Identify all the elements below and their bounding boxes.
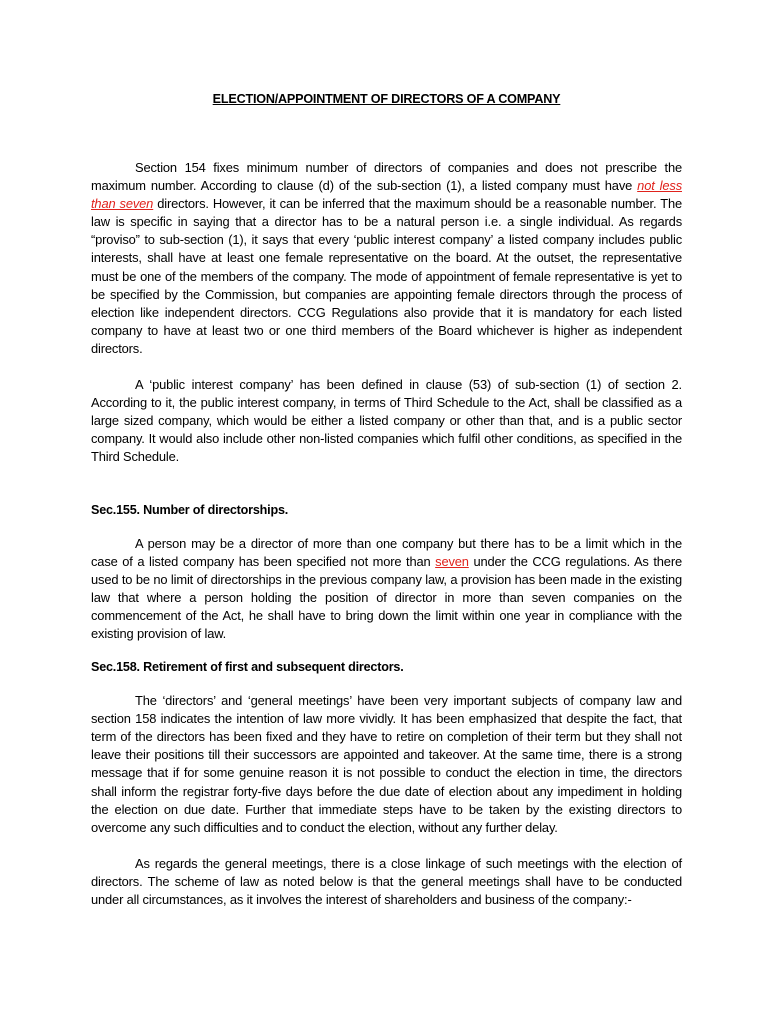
paragraph-text: A person may be a director of more than one company but there has to be a limit which in the case of a listed company has been specified not more than xyxy=(91,535,682,569)
section-154-paragraph xyxy=(91,159,682,358)
public-interest-company-paragraph: A ‘public interest company’ has been defined in clause (53) of sub-section (1) of section 2. According to it, the public interest company, in terms of Third Schedule to the Act, shall be classified as a large sized company, which would be either a listed company or other than that, and is a public sector company. It would also include other non-listed companies which fulfil other conditions, as specified in the Third Schedule. xyxy=(91,377,682,465)
section-155-heading: Sec.155. Number of directorships. xyxy=(91,502,289,517)
paragraph-text: Section 154 fixes minimum number of directors of companies and does not prescribe the maximum number. According to clause (d) of the sub-section (1), a listed company must have xyxy=(91,160,682,194)
highlighted-text: not less than seven xyxy=(91,178,682,212)
paragraph-text: under the CCG regulations. As there used to be no limit of directorships in the previous company law, a provision has been made in the existing law that where a person holding the position of director in more than seven companies on the commencement of the Act, he shall have to bring down the limit within one year in compliance with the existing provision of law. xyxy=(91,553,682,641)
section-158-heading: Sec.158. Retirement of first and subsequent directors. xyxy=(91,660,404,675)
paragraph-text: directors. However, it can be inferred that the maximum should be a reasonable number. The law is specific in saying that a director has to be a natural person i.e. a single individual. As regards “proviso” to sub-section (1), it says that every ‘public interest company’ a listed company includes public interests, shall have at least one female representative on the board. At the outset, the representative must be one of the members of the company. The mode of appointment of female representative is yet to be specified by the Commission, but companies are appointing female directors through the process of election like independent directors. CCG Regulations also provide that it is mandatory for each listed company to have at least two or one third members of the Board whichever is higher as independent directors. xyxy=(91,196,682,356)
general-meetings-paragraph: As regards the general meetings, there is a close linkage of such meetings with the election of directors. The scheme of law as noted below is that the general meetings shall have to be conducted under all circumstances, as it involves the interest of shareholders and business of the company:- xyxy=(91,855,682,907)
section-158-paragraph: The ‘directors’ and ‘general meetings’ have been very important subjects of company law and section 158 indicates the intention of law more vividly. It has been emphasized that despite the fact, that term of the directors has been fixed and they have to retire on completion of their term but they shall not leave their positions till their successors are appointed and takeover. At the same time, there is a strong message that if for some genuine reason it is not possible to conduct the election in time, the directors shall inform the registrar forty-five days before the due date of election about any impediment in holding the election on due date. Further that immediate steps have to be taken by the existing directors to overcome any such difficulties and to conduct the election, without any further delay. xyxy=(91,693,682,835)
document-title: ELECTION/APPOINTMENT OF DIRECTORS OF A COMPANY xyxy=(212,92,561,106)
highlighted-text: seven xyxy=(435,553,469,569)
section-155-paragraph xyxy=(91,535,682,644)
